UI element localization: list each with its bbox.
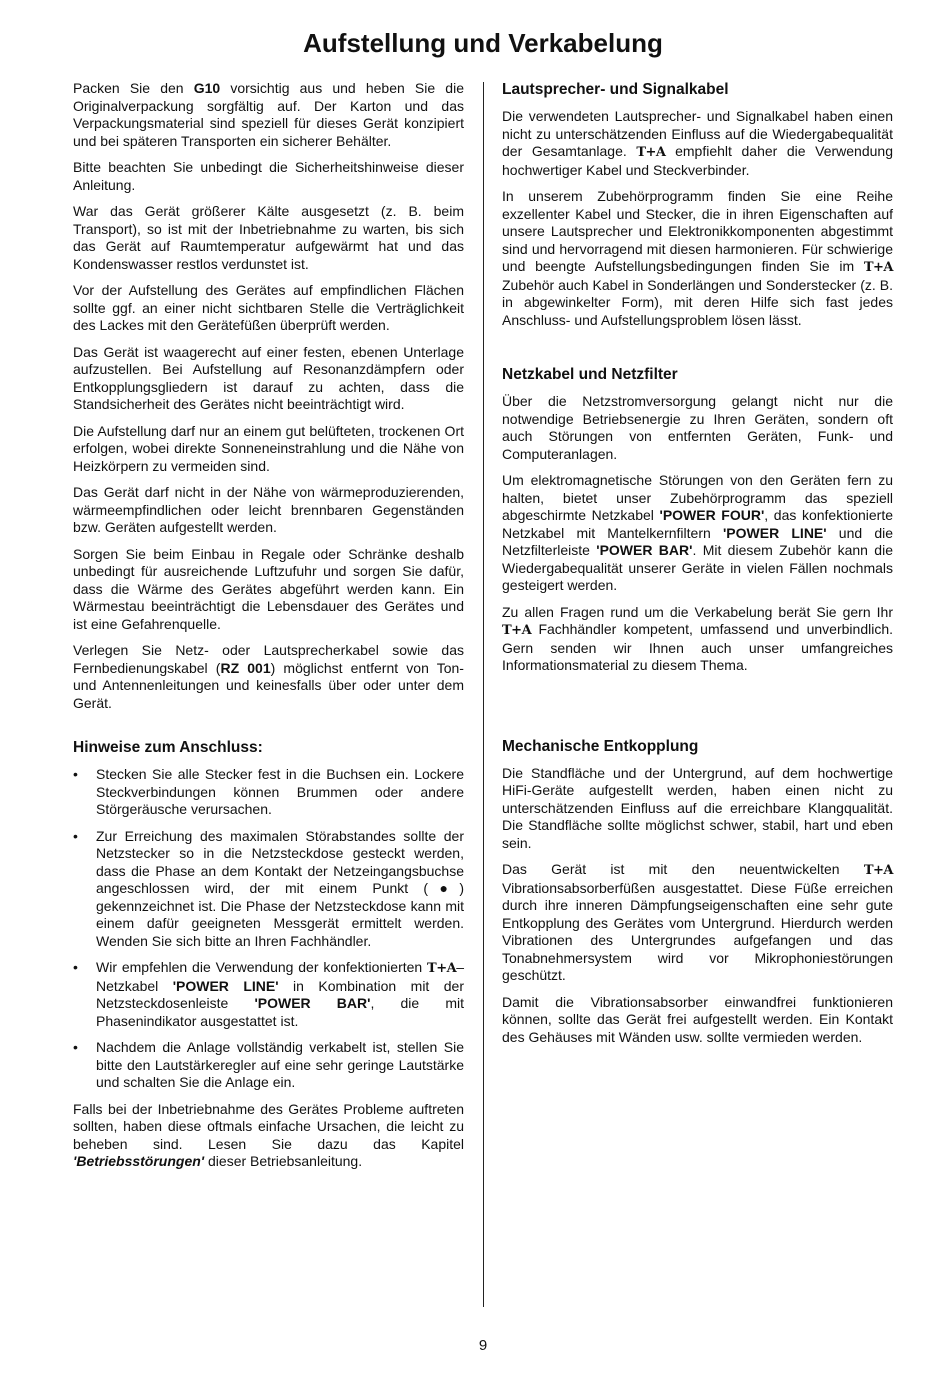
intro-paragraph-9: Verlegen Sie Netz- oder Lautsprecherkabel sowie das Fernbedienungskabel (RZ 001) möglichst entfernt von Ton- und Antennenleitungen und keinesfalls über oder unter dem Gerät. bbox=[73, 642, 464, 711]
page-title: Aufstellung und Verkabelung bbox=[303, 28, 663, 58]
mech-paragraph-2: Das Gerät ist mit den neuentwickelten T+A Vibrationsabsorberfüßen ausgestattet. Diese Füße erreichen durch ihre inneren Dämpfungseigenschaften eine sehr gute Entkopplung des Gerätes vom Untergrund. Hierdurch werden Vibrationen des Untergrundes aufgefangen und das Tonabnehmersystem wird vor Mikrophoniestörungen geschützt. bbox=[502, 861, 893, 983]
list-item: • Zur Erreichung des maximalen Störabstandes sollte der Netzstecker so in die Netzsteckdose gesteckt werden, dass die Phase an dem Kontakt der Netzeingangsbuchse angeschlossen wird, der mit einem Punkt (●) gekennzeichnet ist. Die Phase der Netzsteckdose kann mit einem dafür geeigneten Messgerät ermittelt werden. Wenden Sie sich bitte an Ihren Fachhändler. bbox=[73, 828, 464, 951]
list-item: • Stecken Sie alle Stecker fest in die Buchsen ein. Lockere Steckverbindungen können Brummen oder andere Störgeräusche verursachen. bbox=[73, 766, 464, 819]
intro-paragraph-7: Das Gerät darf nicht in der Nähe von wärmeproduzierenden, wärmeempfindlichen oder leicht brennbaren Gegenständen bzw. Geräten aufgestellt werden. bbox=[73, 484, 464, 535]
brand-logo: T+A bbox=[502, 623, 532, 638]
page-number: 9 bbox=[478, 1337, 488, 1354]
kabel-paragraph-1: Die verwendeten Lautsprecher- und Signalkabel haben einen nicht zu unterschätzenden Einfluss auf die Wiedergabequalität der Gesamtanlage. T+A empfiehlt daher die Verwendung hochwertiger Kabel und Steckverbinder. bbox=[502, 108, 893, 178]
list-item: • Wir empfehlen die Verwendung der konfektionierten T+A–Netzkabel 'POWER LINE' in Kombination mit der Netzsteckdosenleiste 'POWER BAR', die mit Phasenindikator ausgestattet ist. bbox=[73, 959, 464, 1030]
intro-paragraph-1: Packen Sie den G10 vorsichtig aus und heben Sie die Originalverpackung sorgfältig auf. Der Karton und das Verpackungsmaterial sind speziell für dieses Gerät konzipiert und bei späteren Transporten ein sicherer Behälter. bbox=[73, 80, 464, 149]
remote-cable-name: RZ 001 bbox=[220, 659, 271, 676]
brand-logo: T+A bbox=[863, 260, 893, 275]
intro-paragraph-6: Die Aufstellung darf nur an einem gut belüfteten, trockenen Ort erfolgen, wobei direkte Sonneneinstrahlung und die Nähe von Heizkörpern zu vermeiden sind. bbox=[73, 422, 464, 474]
left-column bbox=[73, 80, 464, 1180]
netz-paragraph-2: Um elektromagnetische Störungen von den Geräten fern zu halten, bietet unser Zubehörprogramm das speziell abgeschirmte Netzkabel 'POWER FOUR', das konfektionierte Netzkabel mit Mantelkernfiltern 'POWER LINE' und die Netzfilterleiste 'POWER BAR'. Mit diesem Zubehör kann die Wiedergabequalität unserer Geräte in vielen Fällen nochmals gesteigert werden. bbox=[502, 472, 894, 593]
section-heading-hinweise: Hinweise zum Anschluss: bbox=[73, 739, 263, 756]
intro-paragraph-3: War das Gerät größerer Kälte ausgesetzt (z. B. beim Transport), so ist mit der Inbetriebnahme zu warten, bis sich das Gerät auf Raumtemperatur aufgewärmt hat und das Kondenswasser restlos verdunstet ist. bbox=[73, 203, 464, 272]
brand-logo: T+A bbox=[863, 863, 893, 878]
mech-paragraph-3: Damit die Vibrationsabsorber einwandfrei funktionieren können, sollte das Gerät frei aufgestellt werden. Ein Kontakt des Gehäuses mit Wänden usw. sollte vermieden werden. bbox=[502, 993, 893, 1045]
list-item: • Nachdem die Anlage vollständig verkabelt ist, stellen Sie bitte den Lautstärkeregler auf eine sehr geringe Lautstärke und schalten Sie die Anlage ein. bbox=[73, 1039, 464, 1092]
right-column bbox=[502, 80, 893, 1055]
brand-logo: T+A bbox=[427, 961, 457, 976]
intro-paragraph-8: Sorgen Sie beim Einbau in Regale oder Schränke deshalb unbedingt für ausreichende Luftzufuhr und sorgen Sie dafür, dass die Wärme des Gerätes abgeführt werden kann. Ein Wärmestau beeinträchtigt die Lebensdauer des Gerätes und ist eine Gefahrenquelle. bbox=[73, 545, 464, 632]
netz-paragraph-1: Über die Netzstromversorgung gelangt nicht nur die notwendige Betriebsenergie zu Ihren Geräten, sondern oft auch Störungen von entfernten Geräten, Funk- und Computeranlagen. bbox=[502, 393, 893, 462]
closing-paragraph: Falls bei der Inbetriebnahme des Gerätes Probleme auftreten sollten, haben diese oftmals einfache Ursachen, die leicht zu beheben sind. Lesen Sie dazu das Kapitel 'Betriebsstörungen' dieser Betriebsanleitung. bbox=[73, 1100, 464, 1169]
intro-paragraph-5: Das Gerät ist waagerecht auf einer festen, ebenen Unterlage aufzustellen. Bei Aufstellung auf Resonanzdämpfern oder Entkopplungsgliedern ist darauf zu achten, dass die Standsicherheit des Gerätes nicht beeinträchtigt wird. bbox=[73, 343, 464, 412]
mech-paragraph-1: Die Standfläche und der Untergrund, auf dem hochwertige HiFi-Geräte aufgestellt werden, haben einen nicht zu unterschätzenden Einfluss auf die erreichbare Klangqualität. Die Standfläche sollte möglichst schwer, stabil, hart und eben sein. bbox=[502, 764, 893, 851]
brand-logo: T+A bbox=[636, 145, 666, 160]
kabel-paragraph-2: In unserem Zubehörprogramm finden Sie eine Reihe exzellenter Kabel und Stecker, die in ihren Eigenschaften auf unsere Lautsprecher und Elektronikkomponenten abgestimmt sind und hervorragend mit diesen harmonieren. Für schwierige und beengte Aufstellungsbedingungen finden Sie im T+A Zubehör auch Kabel in Sonderlängen und Sonderstecker (z. B. in abgewinkelter Form), mit deren Hilfe sich fast jedes Anschluss- und Aufstellungsproblem lösen lässt. bbox=[502, 188, 893, 328]
section-heading-mech: Mechanische Entkopplung bbox=[502, 737, 699, 755]
section-heading-netz: Netzkabel und Netzfilter bbox=[502, 366, 678, 383]
dot-symbol: ● bbox=[428, 880, 460, 896]
intro-paragraph-4: Vor der Aufstellung des Gerätes auf empfindlichen Flächen sollte ggf. an einer nicht sichtbaren Stelle die Verträglichkeit des Lackes mit den Gerätefüßen überprüft werden. bbox=[73, 282, 464, 333]
model-name: G10 bbox=[193, 80, 221, 96]
section-heading-kabel: Lautsprecher- und Signalkabel bbox=[502, 81, 729, 98]
intro-paragraph-2: Bitte beachten Sie unbedingt die Sicherheitshinweise dieser Anleitung. bbox=[73, 159, 464, 193]
chapter-reference: 'Betriebsstörungen' bbox=[73, 1153, 205, 1169]
hinweise-list bbox=[73, 766, 464, 1092]
column-divider bbox=[483, 82, 484, 1307]
netz-paragraph-3: Zu allen Fragen rund um die Verkabelung berät Sie gern Ihr T+A Fachhändler kompetent, umfassend und unverbindlich. Gern senden wir Ihnen auch unser umfangreiches Informationsmaterial zu diesem Thema. bbox=[502, 603, 893, 673]
